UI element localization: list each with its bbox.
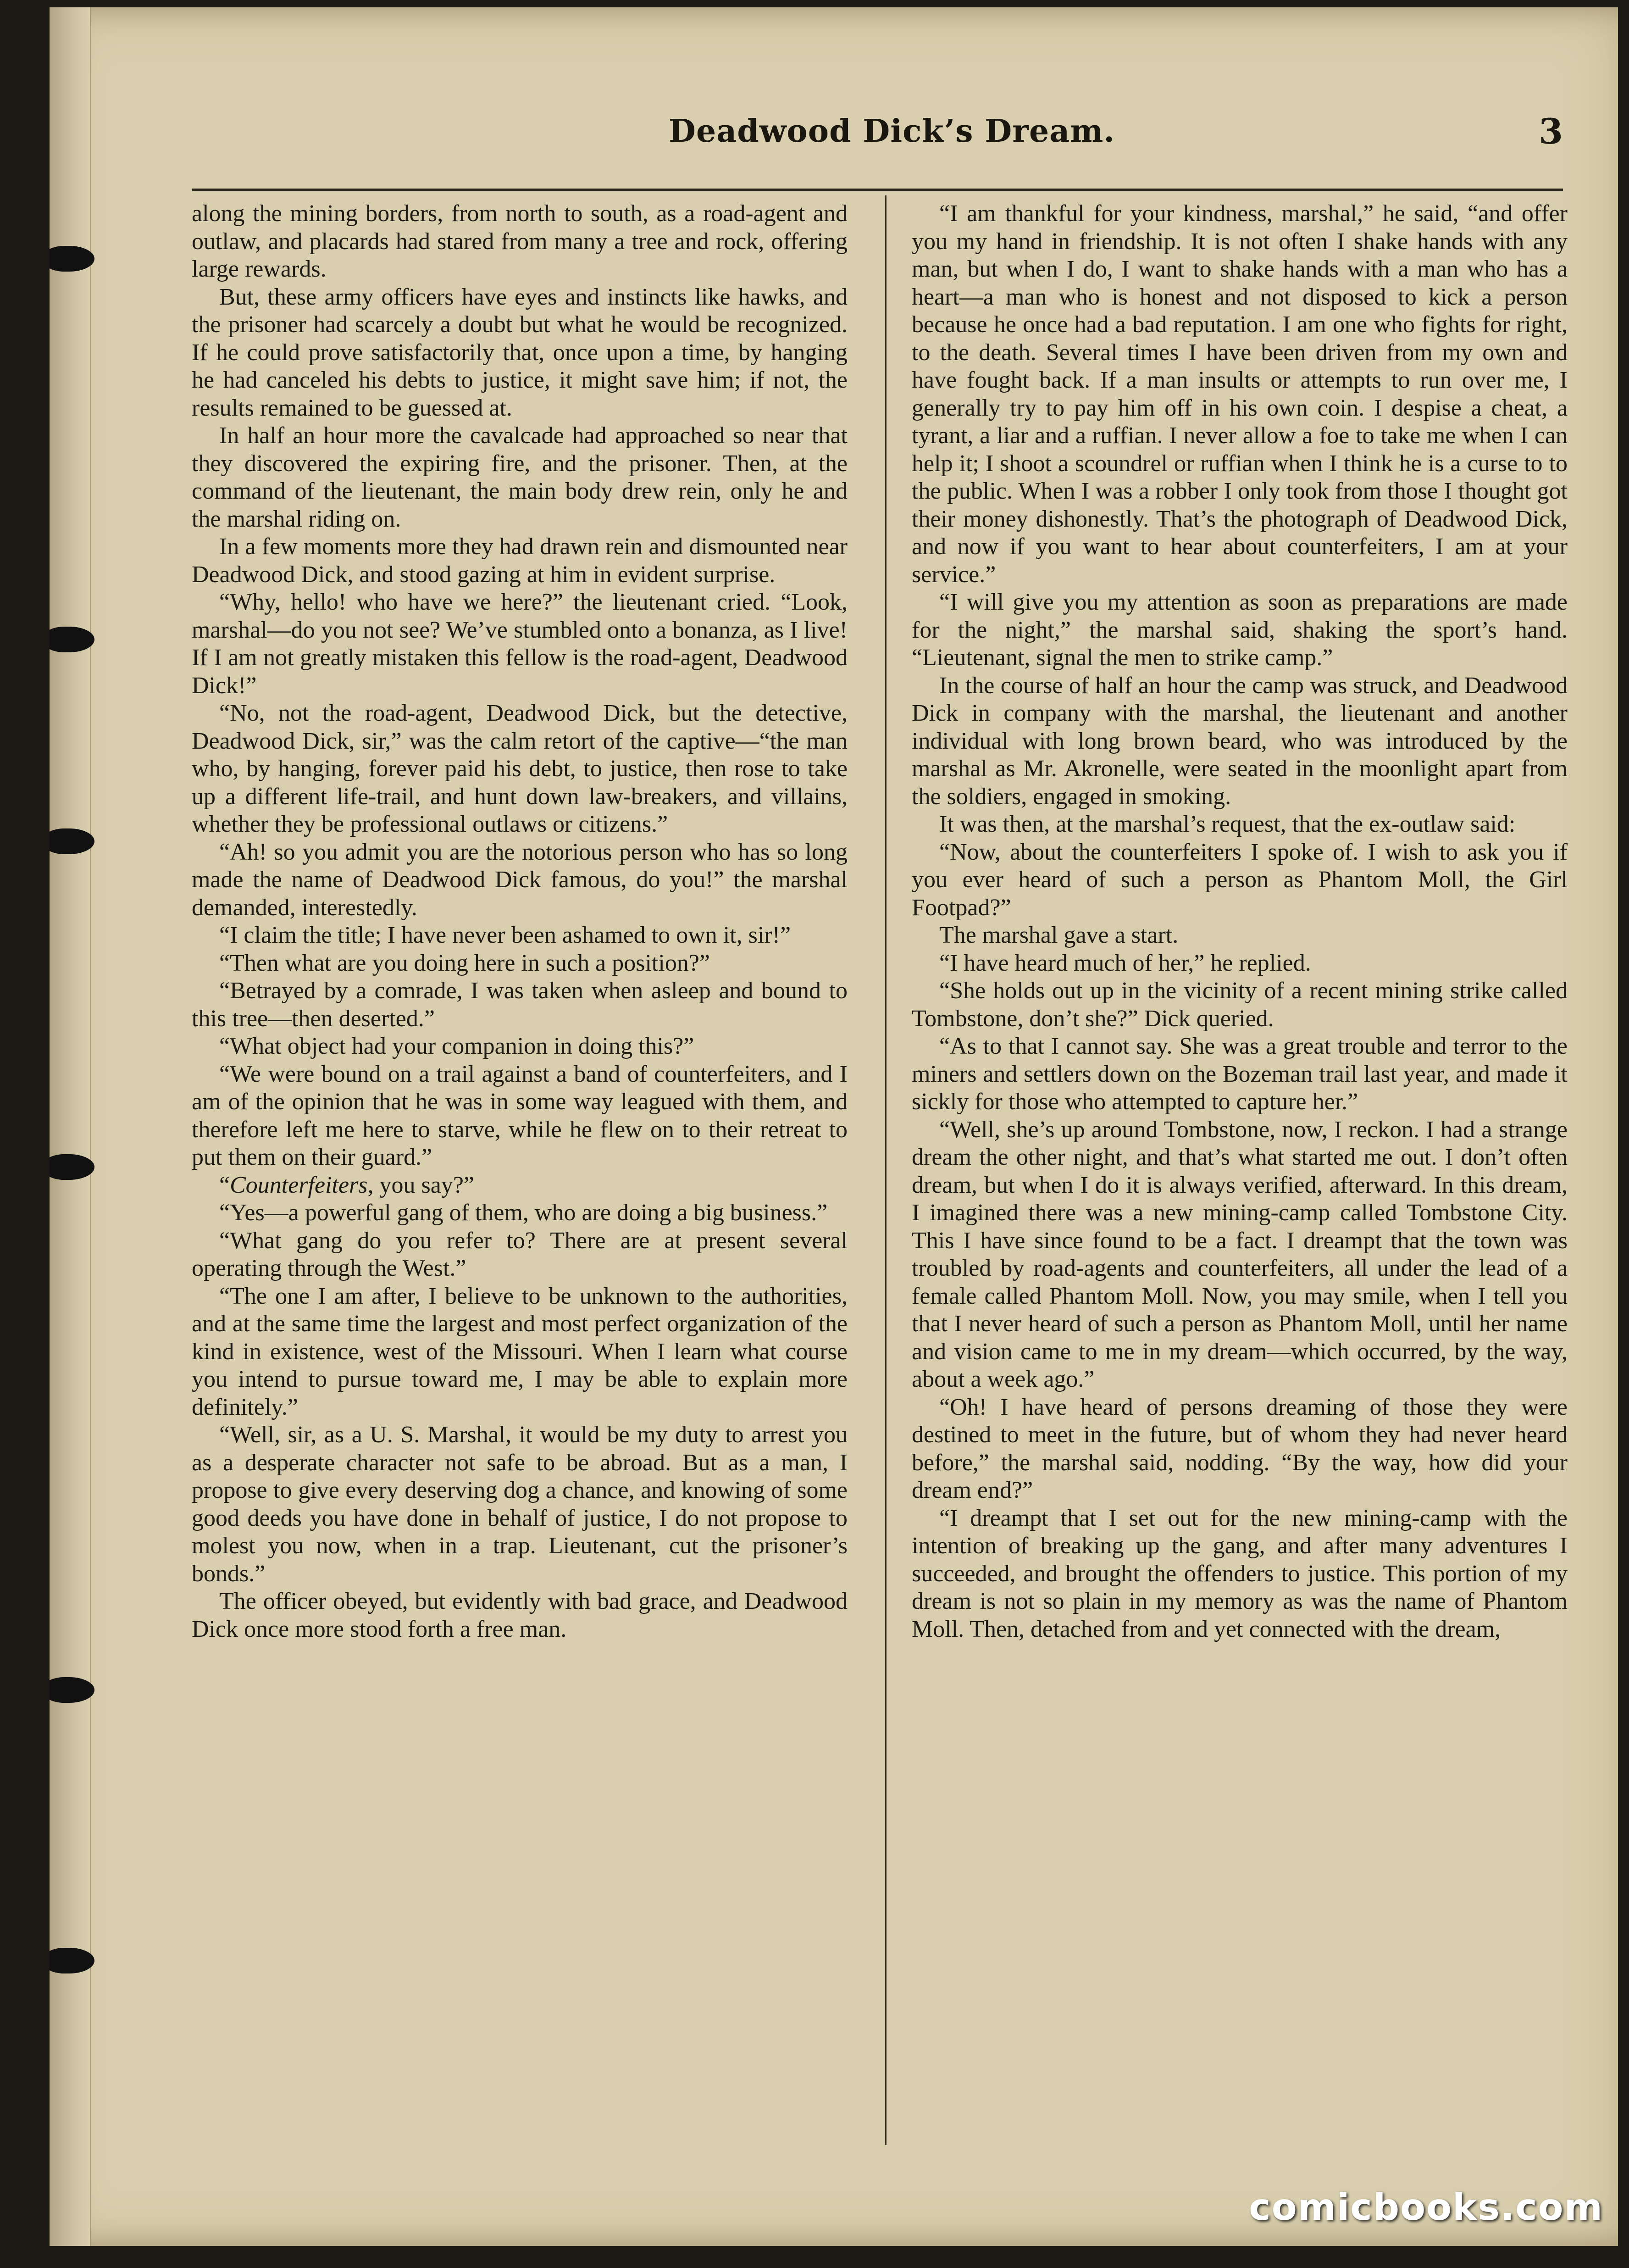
quote-mark: “ [219, 1172, 230, 1198]
paragraph: The officer obeyed, but evidently with bad grace, and Deadwood Dick once more stood forth a free man. [192, 1588, 848, 1642]
binding-stitch [50, 1154, 94, 1180]
italic-word: Counterfeiters [230, 1172, 368, 1198]
paragraph: “Ah! so you admit you are the notorious person who has so long made the name of Deadwood Dick famous, do you!” the marshal demanded, interestedly. [192, 839, 848, 921]
paragraph: “I claim the title; I have never been ashamed to own it, sir!” [219, 922, 791, 948]
binding-stitch [50, 627, 94, 652]
header-title: Deadwood Dick’s Dream. [669, 113, 1115, 150]
paragraph: “Betrayed by a comrade, I was taken when asleep and bound to this tree—then deserted.” [192, 978, 848, 1032]
binding-stitch [50, 828, 94, 854]
paragraph: “Well, sir, as a U. S. Marshal, it would be my duty to arrest you as a desperate character not safe to be abroad. But as a man, I propose to give every deserving dog a chance, and knowing of some good deeds you have done in behalf of justice, I do not propose to molest you now, when in a trap. Lieutenant, cut the prisoner’s bonds.” [192, 1422, 848, 1587]
paragraph: “Then what are you doing here in such a position?” [219, 950, 710, 976]
paragraph: “Well, she’s up around Tombstone, now, I reckon. I had a strange dream the other night, and that’s what started me out. I don’t often dream, but when I do it is always verified, afterward. In this dream, I imagined there was a new mining-camp called Tombstone City. This I have since found to be a fact. I dreampt that the town was troubled by road-agents and counterfeiters, all under the lead of a female called Phantom Moll. Now, you may smile, when I tell you that I never heard of such a person as Phantom Moll, until her name and vision came to me in my dream—which occurred, by the way, about a week ago.” [912, 1116, 1568, 1392]
paragraph: “The one I am after, I believe to be unknown to the authorities, and at the same time the largest and most perfect organization of the kind in existence, west of the Missouri. When I learn what course you intend to pursue toward me, I may be able to explain more definitely.” [192, 1283, 848, 1420]
paragraph: “Now, about the counterfeiters I spoke of. I wish to ask you if you ever heard of such a person as Phantom Moll, the Girl Footpad?” [912, 839, 1568, 921]
paragraph: “As to that I cannot say. She was a great trouble and terror to the miners and settlers down on the Bozeman trail last year, and made it sickly for those who attempted to capture her.” [912, 1033, 1568, 1115]
running-header [192, 113, 1563, 163]
paragraph: “I will give you my attention as soon as preparations are made for the night,” the marshal said, shaking the sport’s hand. “Lieutenant, signal the men to strike camp.” [912, 589, 1568, 671]
paragraph: In a few moments more they had drawn rein and dismounted near Deadwood Dick, and stood gazing at him in evident surprise. [192, 534, 848, 588]
paragraph: In half an hour more the cavalcade had approached so near that they discovered the expiring fire, and the prisoner. Then, at the command of the lieutenant, the main body drew rein, only he and the marshal riding on. [192, 422, 848, 532]
paragraph: “What gang do you refer to? There are at present several operating through the West.” [192, 1227, 848, 1281]
paragraph: It was then, at the marshal’s request, that the ex-outlaw said: [939, 811, 1516, 837]
paragraph: “What object had your companion in doing this?” [219, 1033, 694, 1059]
binding-stitch [50, 1948, 94, 1973]
paragraph: “No, not the road-agent, Deadwood Dick, but the detective, Deadwood Dick, sir,” was the calm retort of the captive—“the man who, by hanging, forever paid his debt, to justice, then rose to take up a different life-trail, and hunt down law-breakers, and villains, whether they be professional outlaws or citizens.” [192, 700, 848, 837]
paragraph: along the mining borders, from north to south, as a road-agent and outlaw, and placards had stared from many a tree and rock, offering large rewards. [192, 200, 848, 282]
paragraph: “I dreampt that I set out for the new mining-camp with the intention of breaking up the gang, and after many adventures I succeeded, and brought the offenders to justice. This portion of my dream is not so plain in my memory as was the name of Phantom Moll. Then, detached from and yet connected with the dream, [912, 1505, 1568, 1642]
header-rule [192, 189, 1563, 191]
paragraph: “I have heard much of her,” he replied. [939, 950, 1311, 976]
right-column [912, 200, 1568, 1643]
site-watermark: comicbooks.com [1249, 2186, 1603, 2229]
binding-stitch [50, 246, 94, 272]
column-divider [885, 195, 887, 2145]
paragraph: “Why, hello! who have we here?” the lieutenant cried. “Look, marshal—do you not see? We’ve stumbled onto a bonanza, as I live! If I am not greatly mistaken this fellow is the road-agent, Deadwood Dick!” [192, 589, 848, 699]
page-number: 3 [1539, 111, 1563, 152]
paragraph: “Yes—a powerful gang of them, who are doing a big business.” [219, 1200, 828, 1226]
left-column [192, 200, 848, 1643]
binding-spine [50, 7, 91, 2246]
paragraph: The marshal gave a start. [939, 922, 1179, 948]
paragraph [192, 1172, 848, 1200]
paragraph: But, these army officers have eyes and instincts like hawks, and the prisoner had scarcely a doubt but what he would be recognized. If he could prove satisfactorily that, once upon a time, by hanging he had canceled his debts to justice, it might save him; if not, the results remained to be guessed at. [192, 284, 848, 421]
binding-stitch [50, 1677, 94, 1703]
paragraph: In the course of half an hour the camp was struck, and Deadwood Dick in company with the marshal, the lieutenant and another individual with long brown beard, who was introduced by the marshal as Mr. Akronelle, were seated in the moonlight apart from the soldiers, engaged in smoking. [912, 672, 1568, 810]
paragraph: “We were bound on a trail against a band of counterfeiters, and I am of the opinion that he was in some way leagued with them, and therefore left me here to starve, while he flew on to their retreat to put them on their guard.” [192, 1061, 848, 1170]
magazine-page [50, 7, 1618, 2246]
paragraph: “Oh! I have heard of persons dreaming of those they were destined to meet in the future, but of whom they had never heard before,” the marshal said, nodding. “By the way, how did your dream end?” [912, 1394, 1568, 1503]
text-run: , you say?” [367, 1172, 474, 1198]
paragraph: “She holds out up in the vicinity of a recent mining strike called Tombstone, don’t she?” Dick queried. [912, 978, 1568, 1032]
paragraph: “I am thankful for your kindness, marshal,” he said, “and offer you my hand in friendship. It is not often I shake hands with any man, but when I do, I want to shake hands with a man who has a heart—a man who is honest and not disposed to kick a person because he once had a bad reputation. I am one who fights for right, to the death. Several times I have been driven from my own and have fought back. If a man insults or attempts to run over me, I generally try to pay him off in his own coin. I despise a cheat, a tyrant, a liar and a ruffian. I never allow a foe to take me when I can help it; I shoot a scoundrel or ruffian when I think he is a curse to to the public. When I was a robber I only took from those I thought got their money dishonestly. That’s the photograph of Deadwood Dick, and now if you want to hear about counterfeiters, I am at your service.” [912, 200, 1568, 588]
